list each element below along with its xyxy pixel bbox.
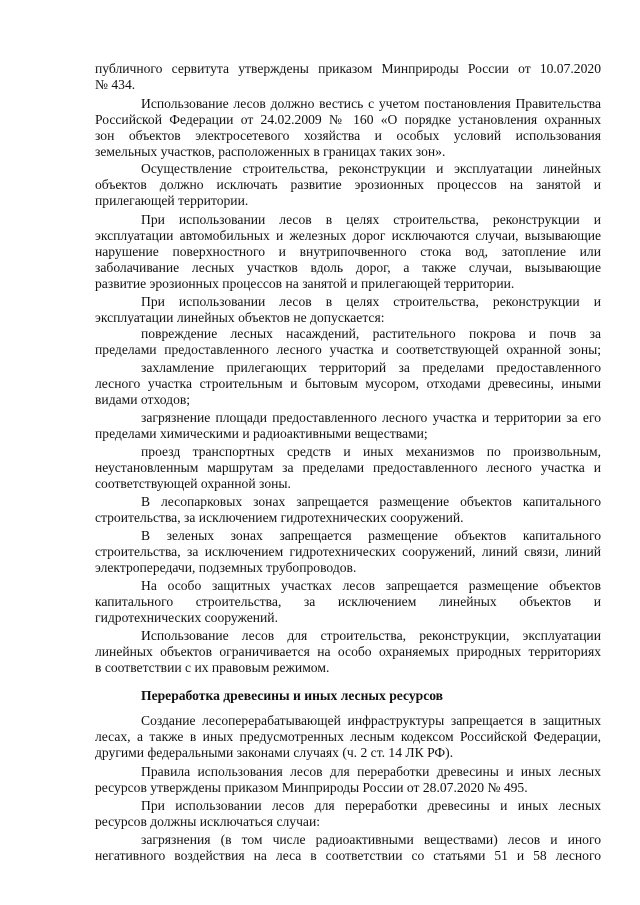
text-line: ресурсов утверждены приказом Минприроды России от 28.07.2020 № 495. (95, 780, 528, 795)
text-line: гидротехнических сооружений. (95, 610, 278, 625)
text-line: неустановленным маршрутам за пределами предоставленного лесного участка и (95, 460, 601, 475)
text-line: проезд транспортных средств и иных механизмов по произвольным, (141, 444, 601, 459)
text-line: земельных участков, расположенных в границах таких зон». (95, 144, 446, 159)
text-line: № 434. (95, 77, 136, 92)
text-line: ресурсов должны исключаться случаи: (95, 814, 320, 829)
text-line: Создание лесоперерабатывающей инфраструктуры запрещается в защитных (141, 713, 601, 728)
text-line: зон объектов электросетевого хозяйства и особых условий использования (95, 128, 601, 143)
text-line: заболачивание лесных участков вдоль дорог, а также случаи, вызывающие (95, 260, 601, 275)
text-line: захламление прилегающих территорий за пределами предоставленного (141, 360, 601, 375)
text-line: эксплуатации автомобильных и железных дорог исключаются случаи, вызывающие (95, 228, 601, 243)
text-line: загрязнения (в том числе радиоактивными веществами) лесов и иного (141, 832, 601, 847)
text-line: эксплуатации линейных объектов не допускается: (95, 310, 385, 325)
text-line: В зеленых зонах запрещается размещение объектов капитального (141, 528, 601, 543)
text-line: Использование лесов должно вестись с учетом постановления Правительства (141, 96, 601, 111)
section-heading: Переработка древесины и иных лесных ресурсов (141, 688, 444, 703)
text-line: соответствующей охранной зоны. (95, 476, 291, 491)
text-line: пределами предоставленного лесного участка и соответствующей охранной зоны; (95, 342, 601, 357)
text-line: На особо защитных участках лесов запрещается размещение объектов (141, 578, 601, 593)
text-line: строительства, за исключением гидротехнических сооружений. (95, 510, 464, 525)
text-line: другими федеральными законами случаях (ч. 2 ст. 14 ЛК РФ). (95, 745, 454, 760)
text-line: Использование лесов для строительства, реконструкции, эксплуатации (141, 628, 601, 643)
text-line: При использовании лесов для переработки древесины и иных лесных (141, 798, 601, 813)
text-line: лесного участка строительным и бытовым мусором, отходами древесины, иными (95, 376, 601, 391)
text-line: развитие эрозионных процессов на занятой и прилегающей территории. (95, 276, 515, 291)
text-line: При использовании лесов в целях строительства, реконструкции и (141, 294, 601, 309)
text-line: загрязнение площади предоставленного лесного участка и территории за его (141, 410, 601, 425)
text-line: лесах, а также в иных предусмотренных лесным кодексом Российской Федерации, (95, 729, 601, 744)
text-line: объектов должно исключать развитие эрозионных процессов на занятой и (95, 177, 601, 192)
text-line: При использовании лесов в целях строительства, реконструкции и (141, 212, 601, 227)
text-line: Правила использования лесов для переработки древесины и иных лесных (141, 764, 601, 779)
text-line: прилегающей территории. (95, 193, 249, 208)
text-line: повреждение лесных насаждений, растительного покрова и почв за (141, 326, 601, 341)
text-line: Российской Федерации от 24.02.2009 № 160 «О порядке установления охранных (95, 112, 601, 127)
text-line: линейных объектов ограничивается на особо охраняемых природных территориях (95, 644, 601, 659)
text-line: публичного сервитута утверждены приказом Минприроды России от 10.07.2020 (95, 61, 601, 76)
text-line: строительства, за исключением гидротехнических сооружений, линий связи, линий (95, 544, 601, 559)
text-line: в соответствии с их правовым режимом. (95, 660, 330, 675)
text-line: видами отходов; (95, 392, 191, 407)
text-line: негативного воздействия на леса в соответствии со статьями 51 и 58 лесного (95, 848, 601, 863)
text-line: Осуществление строительства, реконструкции и эксплуатации линейных (141, 161, 601, 176)
text-line: капитального строительства, за исключением линейных объектов и (95, 594, 601, 609)
text-line: пределами химическими и радиоактивными веществами; (95, 426, 428, 441)
text-line: нарушение поверхностного и внутрипочвенного стока вод, затопление или (95, 244, 601, 259)
text-line: электропередачи, подземных трубопроводов. (95, 560, 357, 575)
text-line: В лесопарковых зонах запрещается размещение объектов капитального (141, 494, 601, 509)
